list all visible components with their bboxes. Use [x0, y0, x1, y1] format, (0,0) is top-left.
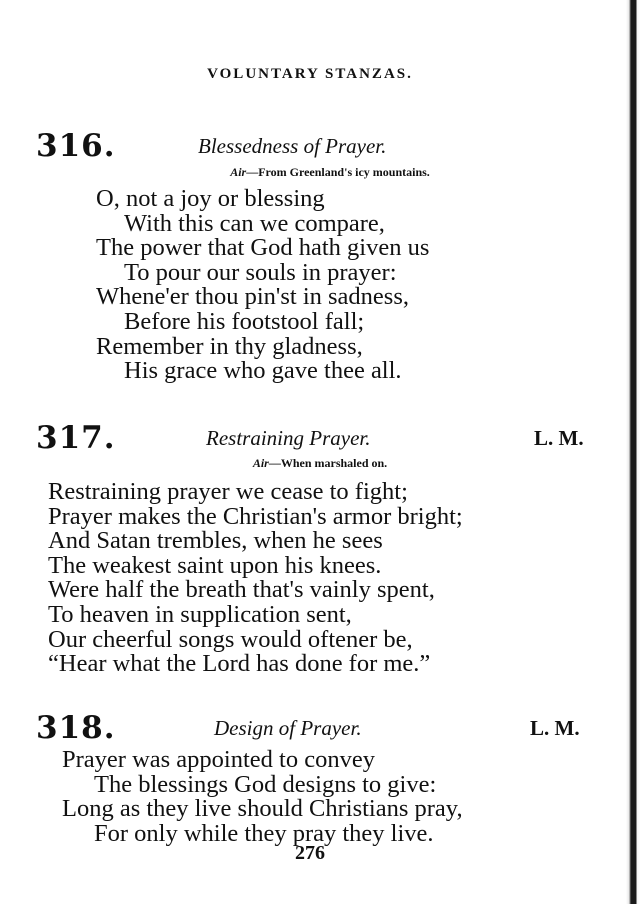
page-edge [626, 0, 640, 904]
verse-line: Restraining prayer we cease to fight; [48, 478, 408, 505]
running-head: VOLUNTARY STANZAS. [207, 66, 413, 82]
verse-line: Whene'er thou pin'st in sadness, [96, 283, 409, 311]
verse-line: Our cheerful songs would oftener be, [48, 625, 413, 653]
page-number: 276 [295, 842, 325, 864]
hymn-317-verse [48, 480, 463, 677]
verse-line: Prayer was appointed to convey [62, 746, 375, 773]
hymn-title: Restraining Prayer. [206, 426, 371, 450]
verse-line: Long as they live should Christians pray, [62, 795, 463, 823]
hymn-title: Design of Prayer. [214, 716, 362, 740]
hymn-316-verse [96, 187, 429, 384]
hymn-number: 317. [36, 420, 116, 456]
verse-line: “Hear what the Lord has done for me.” [48, 650, 431, 678]
tune-prefix: Air [252, 456, 269, 470]
verse-line: The blessings God designs to give: [94, 770, 437, 798]
hymn-meter: L. M. [534, 426, 584, 450]
tune-prefix: Air [230, 165, 247, 179]
hymn-318-verse [62, 748, 463, 846]
verse-line: The power that God hath given us [96, 234, 430, 262]
verse-line: His grace who gave thee all. [124, 357, 402, 385]
verse-line: To pour our souls in prayer: [124, 258, 397, 286]
hymn-316-tune [180, 165, 480, 180]
hymn-meter: L. M. [530, 716, 580, 740]
verse-line: Prayer makes the Christian's armor bright; [48, 502, 463, 530]
tune-name: —When marshaled on. [268, 456, 388, 470]
verse-line: Remember in thy gladness, [96, 332, 363, 360]
verse-line: Before his footstool fall; [124, 307, 365, 335]
hymn-317-header [0, 420, 620, 460]
verse-line: To heaven in supplication sent, [48, 600, 352, 628]
verse-line: And Satan trembles, when he sees [48, 527, 383, 555]
verse-line: O, not a joy or blessing [96, 185, 325, 212]
hymn-317-tune [170, 456, 470, 471]
verse-line: The weakest saint upon his knees. [48, 551, 382, 579]
verse-line: For only while they pray they live. [94, 819, 434, 847]
tune-name: —From Greenland's icy mountains. [246, 165, 430, 179]
hymn-title: Blessedness of Prayer. [198, 134, 387, 158]
verse-line: Were half the breath that's vainly spent, [48, 576, 435, 604]
hymn-318-header [0, 710, 620, 750]
hymn-number: 316. [36, 128, 116, 164]
hymn-number: 318. [36, 710, 116, 746]
verse-line: With this can we compare, [124, 209, 385, 237]
hymn-316-header [0, 128, 620, 168]
